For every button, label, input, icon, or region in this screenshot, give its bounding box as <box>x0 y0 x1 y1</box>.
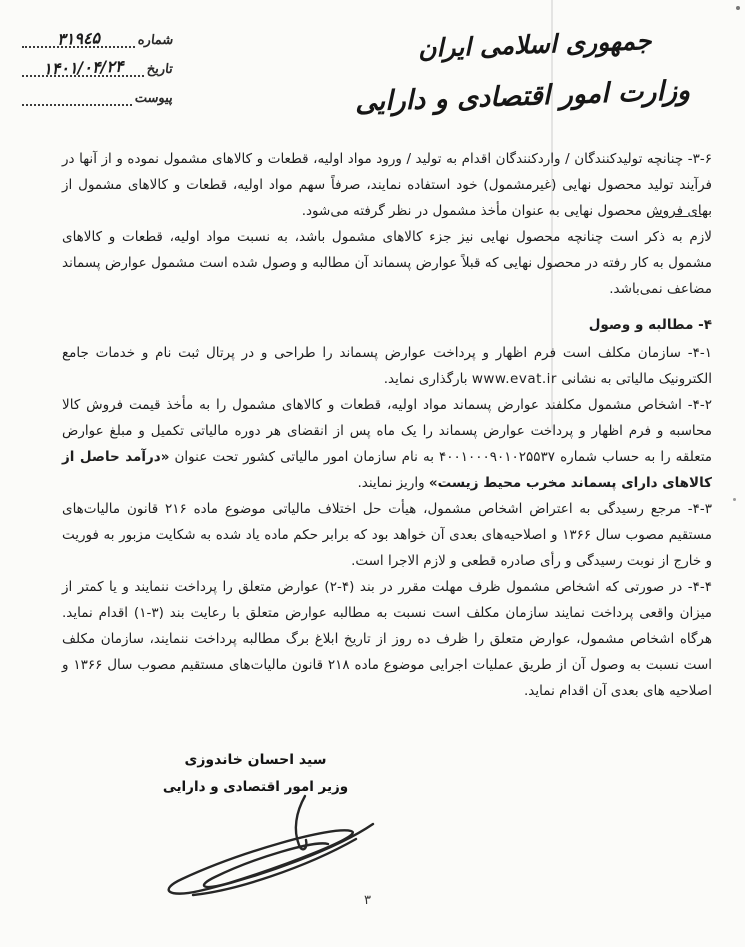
bank-account-number: ۴۰۰۱۰۰۰۹۰۱۰۲۵۵۳۷ <box>439 449 556 465</box>
revenue-account-title-bold: «درآمد حاصل از کالاهای دارای پسماند مخرب محیط زیست» <box>62 449 712 491</box>
note-paragraph: لازم به ذکر است چنانچه محصول نهایی نیز جزء کالاهای مشمول باشد، به نسبت مواد اولیه، قطعات و کالاهای مشمول به کار رفته در محصول نهایی که قبلاً عوارض پسماند آن مطالبه و وصول شده است مشمول عوارض پسماند مضاعف نمی‌باشد. <box>62 229 712 297</box>
ref-date-dotted-leader <box>22 55 144 77</box>
letterhead-emblem <box>354 25 691 118</box>
evat-portal-url: www.evat.ir <box>471 371 557 387</box>
reference-block <box>22 26 172 113</box>
paragraph-4-4: ۴-۴- در صورتی که اشخاص مشمول ظرف مهلت مقرر در بند (۴-۲) عوارض متعلق را پرداخت ننمایند و یا کمتر از میزان واقعی پرداخت نمایند سازمان مکلف است نسبت به مطالبه عوارض متعلق با رعایت بند (۳-۱) اقدام نماید. هرگاه اشخاص مشمول، عوارض متعلق را ظرف ده روز از تاریخ ابلاغ برگ مطالبه پرداخت ننمایند، سازمان مکلف است نسبت به وصول آن از طریق عملیات اجرایی موضوع ماده ۲۱۸ قانون مالیات‌های مستقیم مصوب سال ۱۳۶۶ و اصلاحیه های بعدی آن اقدام نماید. <box>62 579 713 699</box>
scan-speck-top-right <box>736 6 740 10</box>
page-number: ۳ <box>364 893 371 908</box>
paragraph-4-2 <box>62 392 712 496</box>
paragraph-4-3: ۴-۳- مرجع رسیدگی به اعتراض اشخاص مشمول، هیأت حل اختلاف مالیاتی موضوع ماده ۲۱۶ قانون مالیات‌های مستقیم مصوب سال ۱۳۶۶ و اصلاحیه‌های بعدی آن خواهد بود که برابر حکم ماده یاد شده به شکایت مزبور به فوریت و خارج از نوبت رسیدگی و رأی صادره قطعی و لازم الاجرا است. <box>62 501 712 569</box>
ref-date-label: تاریخ <box>145 62 174 77</box>
paragraph-4-1 <box>62 340 712 392</box>
letterhead-ministry-name: وزارت امور اقتصادی و دارایی <box>354 75 691 118</box>
letter-body <box>0 146 745 704</box>
signer-name: سید احسان خاندوزی <box>184 752 327 768</box>
letterhead-country-name: جمهوری اسلامی ایران <box>417 25 653 64</box>
paragraph-3-6-text-1: ۳-۶- چنانچه تولیدکنندگان / واردکنندگان اقدام به تولید / ورود مواد اولیه، قطعات و کالاهای مشمول نموده و از آنها در فرآیند تولید محصول نهایی (غیرمشمول) خود استفاده نمایند، صرفاً سهم مواد اولیه، قطعات و کالاهای مشمول از <box>62 151 712 193</box>
ref-date-value-handwritten: ۱۴۰۱/۰۴/۲۴ <box>42 56 124 79</box>
signer-title: وزیر امور اقتصادی و دارایی <box>162 779 349 795</box>
ref-number-value-handwritten: ۳۱۹٤۵ <box>56 28 101 49</box>
ref-date-row <box>22 55 172 77</box>
paragraph-4-1-text-2: بارگذاری نماید. <box>383 371 472 387</box>
paragraph-4-2-text-2: به نام سازمان امور مالیاتی کشور تحت عنوان <box>169 449 440 465</box>
paragraph-3-6-text-2: محصول نهایی به عنوان مأخذ مشمول در نظر گرفته می‌شود. <box>301 203 647 219</box>
handwritten-signature-icon <box>142 790 398 902</box>
ref-attachment-row <box>22 84 172 106</box>
section-4-heading: ۴- مطالبه و وصول <box>588 317 712 333</box>
ref-attachment-label: پیوست <box>133 91 174 106</box>
ref-number-dotted-leader <box>22 26 135 48</box>
ref-number-row <box>22 26 172 48</box>
paragraph-4-1-text-1: ۴-۱- سازمان مکلف است فرم اظهار و پرداخت عوارض پسماند را طراحی و در پرتال ثبت نام و خدمات جامع الکترونیک مالیاتی به نشانی <box>62 345 712 387</box>
sales-price-underlined-phrase: بهای فروش <box>646 203 712 219</box>
ref-number-label: شماره <box>135 33 174 48</box>
paragraph-4-2-text-1: ۴-۲- اشخاص مشمول مکلفند عوارض پسماند مواد اولیه، قطعات و کالاهای مشمول را به مأخذ قیمت فروش کالا محاسبه و فرم اظهار و پرداخت عوارض پسماند را یک ماه پس از انقضای هر دوره مالیاتی تکمیل و مبلغ عوارض متعلقه را به حساب شماره <box>62 397 713 465</box>
paragraph-4-2-text-3: واریز نمایند. <box>357 475 429 491</box>
paragraph-3-6 <box>62 146 712 224</box>
ref-attachment-dotted-leader <box>22 84 132 106</box>
